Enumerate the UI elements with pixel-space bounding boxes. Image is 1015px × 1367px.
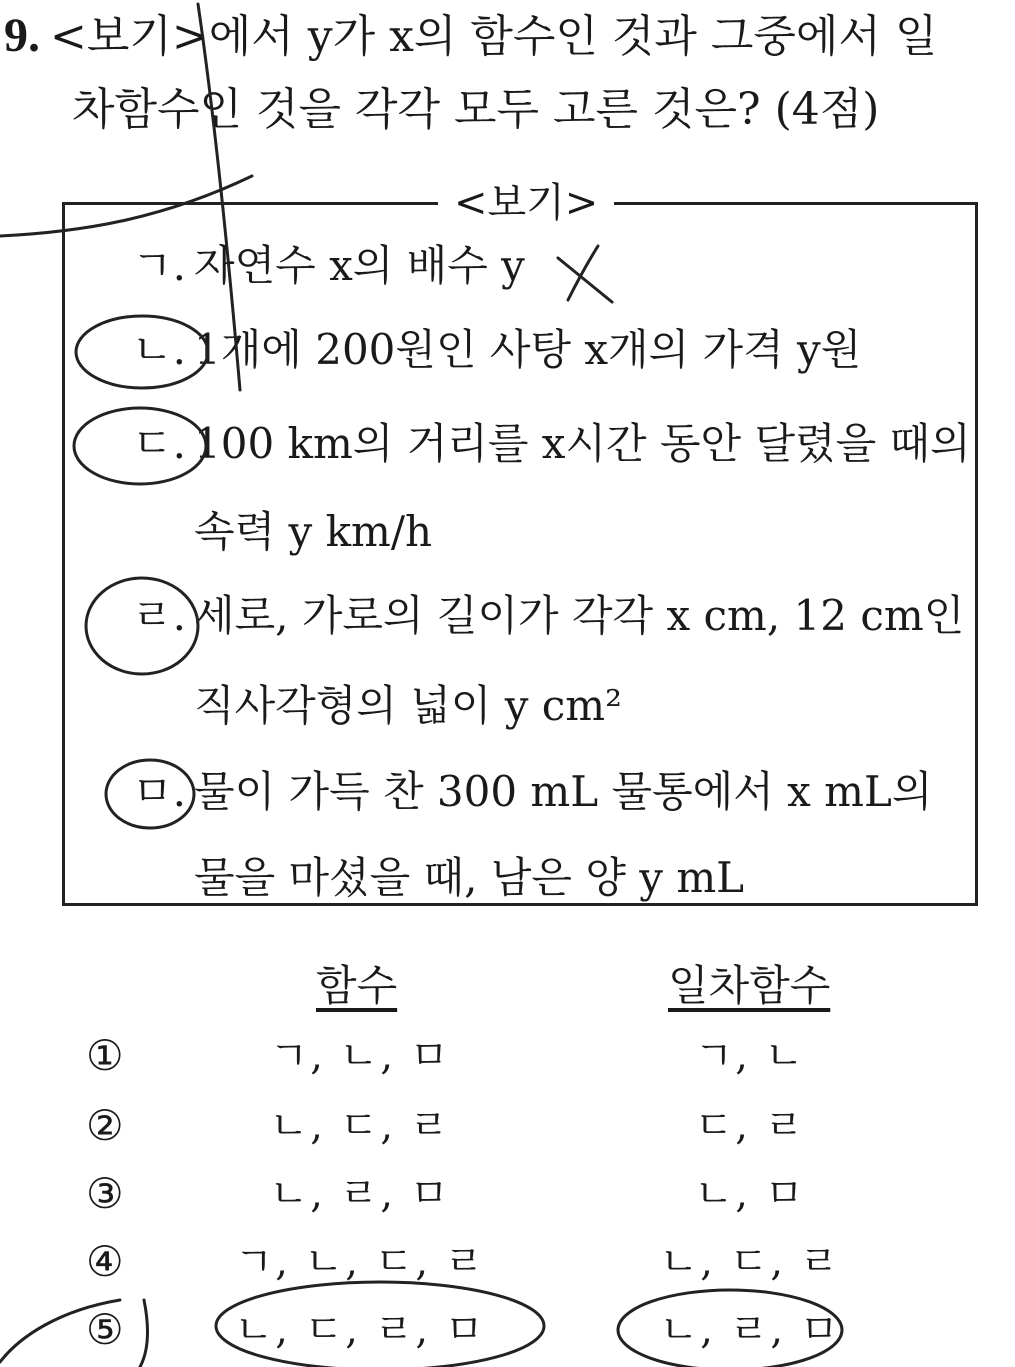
example-item-4 [132, 588, 964, 644]
question-text-1: <보기>에서 y가 x의 함수인 것과 그중에서 일 [50, 11, 938, 62]
choice-function-set: ㄴ, ㄷ, ㄹ, ㅁ [234, 1307, 486, 1353]
item-label: ㄷ. [132, 419, 186, 468]
item-label: ㄱ. [132, 241, 186, 290]
example-item-5 [132, 764, 932, 820]
item-label: ㅁ. [132, 767, 186, 816]
item-text: 1개에 200원인 사탕 x개의 가격 y원 [194, 325, 862, 374]
choice-number: ② [86, 1101, 124, 1150]
example-item-4-cont: 직사각형의 넓이 y cm² [194, 681, 622, 730]
choice-number: ③ [86, 1169, 124, 1218]
example-item-3 [132, 416, 971, 472]
choice-4[interactable] [0, 1232, 1015, 1292]
question-line-2: 차함수인 것을 각각 모두 고른 것은? (4점) [72, 84, 880, 135]
choice-function-set: ㄴ, ㄹ, ㅁ [269, 1171, 451, 1217]
example-item-3-cont: 속력 y km/h [194, 507, 433, 556]
choice-number: ① [86, 1031, 124, 1080]
choices-header-linear: 일차함수 [668, 961, 831, 1010]
choice-linear-set: ㄷ, ㄹ [694, 1103, 806, 1149]
item-label: ㄴ. [132, 325, 186, 374]
choice-linear-set: ㄱ, ㄴ [694, 1033, 806, 1079]
choice-function-set: ㄱ, ㄴ, ㅁ [269, 1033, 451, 1079]
item-text: 100 km의 거리를 x시간 동안 달렸을 때의 [194, 419, 971, 468]
choice-2[interactable] [0, 1096, 1015, 1156]
choice-number: ⑤ [86, 1305, 124, 1354]
choice-linear-set: ㄴ, ㄷ, ㄹ [659, 1239, 841, 1285]
item-text: 물이 가득 찬 300 mL 물통에서 x mL의 [194, 767, 933, 816]
question-number: 9. [4, 9, 40, 62]
choice-3[interactable] [0, 1164, 1015, 1224]
choice-number: ④ [86, 1237, 124, 1286]
item-text: 세로, 가로의 길이가 각각 x cm, 12 cm인 [194, 591, 965, 640]
example-item-1 [132, 238, 525, 294]
example-box-title: <보기> [438, 178, 614, 228]
choice-linear-set: ㄴ, ㄹ, ㅁ [659, 1307, 841, 1353]
choice-5[interactable] [0, 1300, 1015, 1360]
item-text: 자연수 x의 배수 y [194, 241, 525, 290]
choice-function-set: ㄱ, ㄴ, ㄷ, ㄹ [234, 1239, 486, 1285]
item-label: ㄹ. [132, 591, 186, 640]
choice-linear-set: ㄴ, ㅁ [694, 1171, 806, 1217]
question-line-1 [4, 8, 937, 65]
choices-header-function: 함수 [316, 961, 398, 1010]
choice-1[interactable] [0, 1026, 1015, 1086]
example-item-2 [132, 322, 861, 378]
example-item-5-cont: 물을 마셨을 때, 남은 양 y mL [194, 853, 745, 902]
choice-function-set: ㄴ, ㄷ, ㄹ [269, 1103, 451, 1149]
